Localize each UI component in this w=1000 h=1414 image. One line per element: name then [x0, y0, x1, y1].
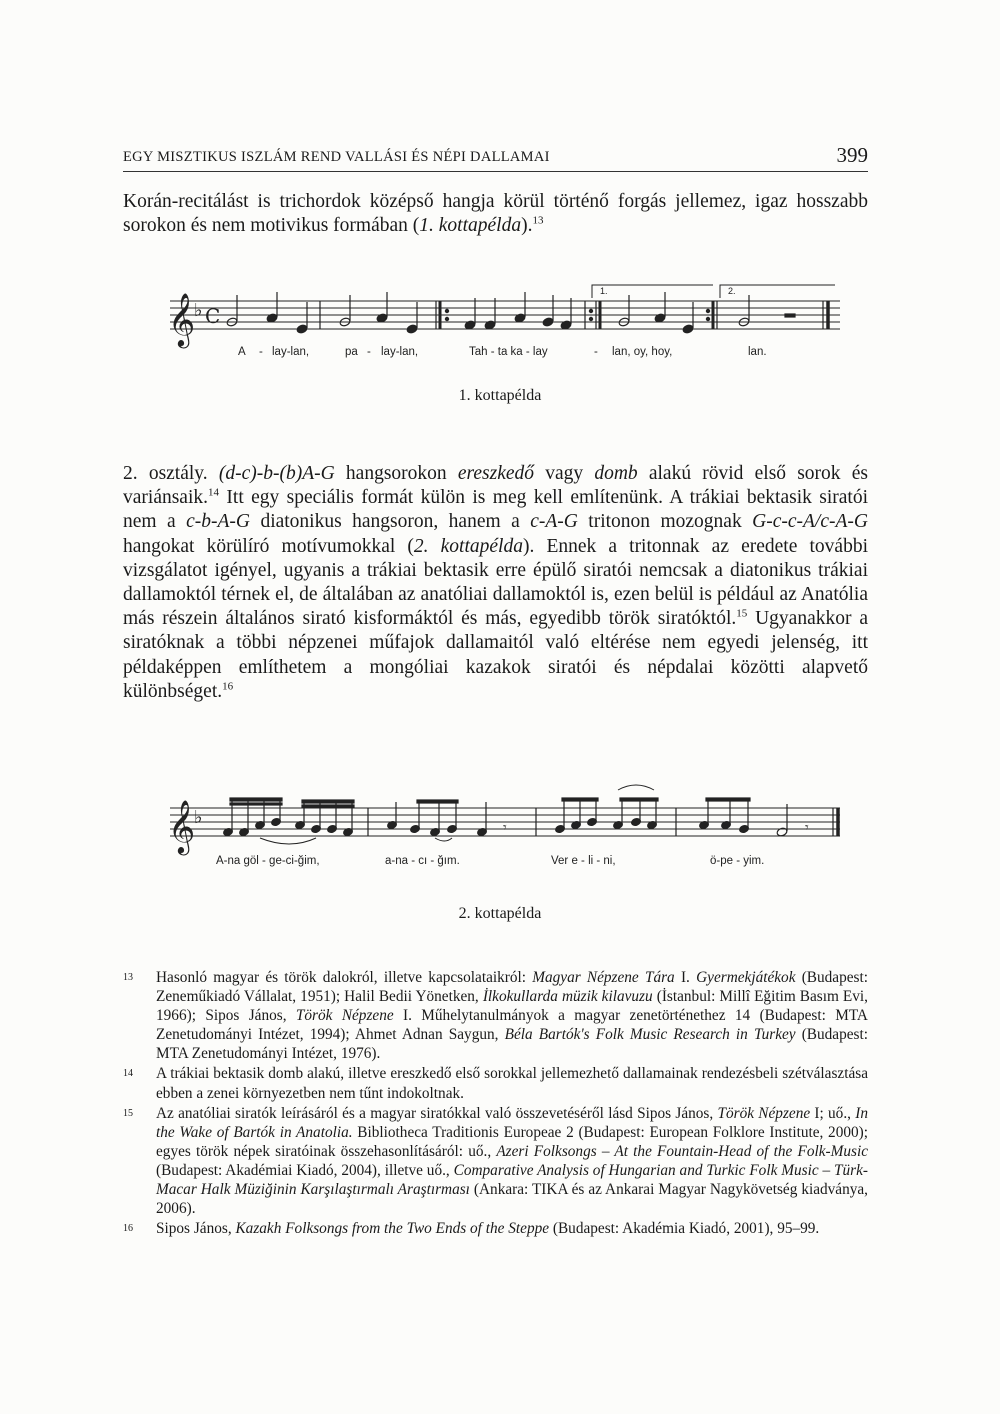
rest-icon: 𝄾 [805, 820, 809, 836]
fn-title: Magyar Népzene Tára [532, 969, 675, 986]
text-run: tritonon mozognak [577, 511, 753, 533]
term-domb: domb [594, 463, 638, 484]
lyric-syllable: Tah - ta ka - lay [469, 346, 548, 358]
fn-text: (Budapest: MTA Zenetudományi Intézet, 1976). [156, 1026, 868, 1063]
scale-notation: c-A-G [530, 511, 578, 533]
fn-text: Bibliotheca Traditionis Europeae 2 (Budapest: European Folklore Institute, 2000); egyes török népek siratóinak összehasonlításáról: uő., [156, 1123, 868, 1160]
notes-example-2 [223, 798, 838, 837]
example-2-caption: 2. kottapélda [458, 905, 542, 922]
fn-text: (Budapest: Zeneműkiadó Vállalat, 1951); Halil Bedii Yönetken, [156, 969, 868, 1006]
footnote-ref: 14 [208, 486, 220, 499]
flat-icon: ♭ [194, 807, 203, 828]
fn-text: Hasonló magyar és török dalokról, illetve kapcsolataikról: [156, 969, 533, 986]
text-run: vagy [534, 463, 595, 484]
intro-paragraph [123, 190, 868, 238]
text-run: hangokat körülíró motívumokkal ( [123, 535, 414, 557]
fn-text: (Ankara: TIKA és az Ankarai Magyar Nagykövetség kiadványa, 2006). [156, 1181, 868, 1218]
term-ereszkedo: ereszkedő [457, 463, 535, 484]
lyric-phrase: a-na - cı - ğım. [385, 855, 460, 867]
music-example-2-staff [160, 780, 850, 860]
footnote-number: 13 [123, 972, 133, 983]
lyric-syllable: - [259, 346, 263, 358]
example-ref: 1. kottapélda [419, 215, 522, 237]
footnote-number: 16 [123, 1223, 133, 1235]
fn-text: Az anatóliai siratók leírásáról és a magyar siratókkal való összevetéséről lásd Sipos János, [156, 1104, 718, 1122]
fn-title: Azeri Folksongs – At the Fountain-Head of the Folk-Music [496, 1142, 868, 1160]
footnotes [123, 968, 868, 1239]
scale-notation: (d-c)-b-(b)A-G [218, 463, 335, 484]
fn-text: I; uő., [810, 1104, 856, 1122]
section-heading: 2. osztály. [123, 463, 219, 484]
fn-title: Béla Bartók's Folk Music Research in Turkey [504, 1026, 796, 1044]
lyrics-example-1 [0, 346, 1000, 362]
lyric-syllable: lan, oy, hoy, [612, 346, 673, 358]
fn-title: Török Népzene [717, 1104, 811, 1122]
lyric-syllable: - [594, 346, 598, 358]
footnote-15 [123, 1104, 868, 1219]
page-number: 399 [836, 143, 868, 167]
lyric-syllable: lan. [748, 346, 767, 358]
fn-title: İlkokullarda müzik kilavuzu [482, 988, 653, 1006]
footnote-number: 14 [123, 1068, 133, 1080]
volta-1-label: 1. [600, 286, 608, 296]
main-paragraph [123, 462, 868, 704]
footnote-13 [123, 968, 868, 1063]
text-run: Ugyanakkor a siratóknak a többi népzenei műfajok dallamaitól való eltérése nem egyedi jelenség, itt példaképpen említhetem a mongóliai kazakok siratói és népdalai közötti alapvető különbséget. [123, 608, 868, 702]
fn-title: In the Wake of Bartók in Anatolia. [156, 1104, 869, 1141]
treble-clef-icon: 𝄞 [168, 292, 196, 346]
lyric-syllable: lay-lan, [381, 346, 419, 358]
fn-text: I. [674, 969, 697, 986]
text-run: diatonikus hangsoron, hanem a [250, 511, 531, 533]
text-run: alakú rövid első sorok és variánsaik. [123, 463, 868, 509]
intro-text-end: ). [521, 215, 533, 237]
fn-title: Gyermekjátékok [696, 969, 796, 986]
treble-clef-icon: 𝄞 [168, 799, 196, 853]
running-head-title: EGY MISZTIKUS ISZLÁM REND VALLÁSI ÉS NÉPI DALLAMAI [123, 149, 550, 165]
lyric-syllable: lay-lan, [272, 346, 310, 358]
footnote-ref: 16 [222, 680, 234, 693]
lyrics-example-2 [0, 855, 1000, 871]
fn-title: Török Népzene [295, 1007, 394, 1025]
fn-text: (Budapest: Akadémiai Kiadó, 2004), illetve uő., [156, 1161, 454, 1179]
scale-notation: G-c-c-A/c-A-G [752, 511, 868, 533]
text-run: ). Ennek a tritonnak az eredete további vizsgálatot igényel, ugyanis a trákiai bektasik erre épülő siratói nemcsak a diatonikus trákiai dallamoktól térnek el, de általában az anatóliai dallamoktól is, ezen belül is például az Anatólia más részein általános sirató kisformáktól és más, egyedibb török siratóktól. [123, 535, 868, 630]
fn-text: (İstanbul: Millî Eğitim Basım Evi, 1966); Sipos János, [156, 988, 868, 1025]
scale-notation: c-b-A-G [186, 511, 250, 533]
lyric-syllable: - [367, 346, 371, 358]
fn-text: Sipos János, [156, 1220, 236, 1238]
notes-example-1 [226, 292, 828, 334]
fn-text: (Budapest: Akadémia Kiadó, 2001), 95–99. [549, 1220, 820, 1238]
fn-title: Kazakh Folksongs from the Two Ends of the Steppe [235, 1220, 550, 1238]
footnote-ref: 13 [532, 214, 544, 227]
text-run: hangsorokon [334, 463, 458, 484]
fn-text: A trákiai bektasik domb alakú, illetve ereszkedő első sorokkal jellemezhető dallamainak rendezésbeli szétválasztása ebben a zenei környezetben nem tűnt indokoltnak. [156, 1065, 868, 1102]
volta-2-label: 2. [728, 286, 736, 296]
example-1-caption: 1. kottapélda [458, 387, 542, 404]
example-ref: 2. kottapélda [413, 535, 523, 557]
footnote-number: 15 [123, 1107, 133, 1119]
running-header [123, 143, 868, 172]
intro-text: Korán-recitálást is trichordok középső hangja körül történő forgás jellemez, igaz hosszabb sorokon és nem motivikus formában ( [123, 191, 868, 237]
lyric-phrase: Ver e - li - ni, [551, 855, 616, 867]
rest-icon: 𝄾 [503, 820, 507, 836]
footnote-16 [123, 1219, 868, 1238]
lyric-syllable: A [238, 346, 246, 358]
footnote-14 [123, 1064, 868, 1102]
fn-title: Comparative Analysis of Hungarian and Turkic Folk Music – Türk-Macar Halk Müziğinin Karşılaştırmalı Araştırması [156, 1161, 868, 1199]
text-run: Itt egy speciális formát külön is meg kell említenünk. A trákiai bektasik siratói nem a [123, 487, 868, 533]
lyric-syllable: pa [345, 346, 358, 358]
lyric-phrase: ö-pe - yim. [710, 855, 765, 867]
fn-text: I. Műhelytanulmányok a magyar zenetörténethez 14 (Budapest: MTA Zenetudományi Intézet, 1994); Ahmet Adnan Saygun, [156, 1007, 868, 1044]
footnote-ref: 15 [736, 607, 748, 620]
common-time-icon: C [205, 304, 221, 328]
flat-icon: ♭ [194, 300, 203, 321]
lyric-phrase: A-na göl - ge-ci-ğim, [216, 855, 320, 867]
